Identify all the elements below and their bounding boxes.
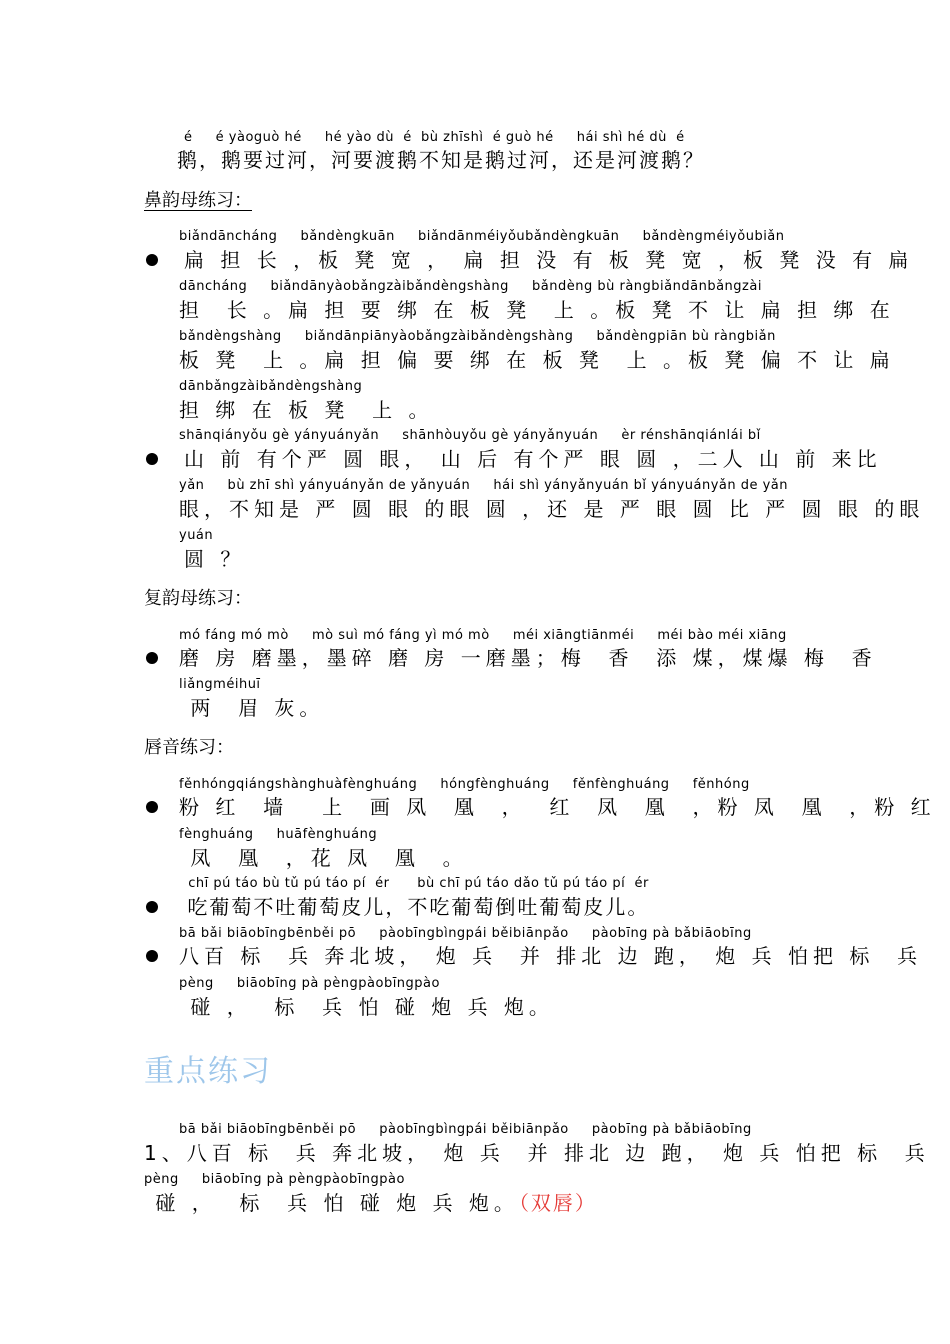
pinyin-line: biǎndāncháng bǎndèngkuān biǎndānméiyǒubǎndèngkuān bǎndèngméiyǒubiǎn xyxy=(179,229,785,244)
hanzi-line: 山 前 有个严 圆 眼， 山 后 有个严 眼 圆 ，二人 山 前 来比 xyxy=(184,447,882,471)
pinyin-line: yuán xyxy=(179,528,214,543)
hanzi-line: 粉 红 墙 上 画 凤 凰 ， 红 凤 凰 ，粉 凤 凰 ，粉 红 xyxy=(179,795,936,819)
pinyin-line: liǎngméihuī xyxy=(179,677,261,692)
hanzi-text: 碰 ， 标 兵 怕 碰 炮 兵 炮。 xyxy=(144,1191,519,1215)
pinyin-line: bǎndèngshàng biǎndānpiānyàobǎngzàibǎndèngshàng bǎndèngpiān bù ràngbiǎn xyxy=(179,329,776,344)
bullet-icon xyxy=(146,950,158,962)
hanzi-line: 吃葡萄不吐葡萄皮儿，不吃葡萄倒吐葡萄皮儿。 xyxy=(179,895,650,919)
pinyin-line: pèng biāobīng pà pèngpàobīngpào xyxy=(144,1172,405,1187)
bullet-icon xyxy=(146,801,158,813)
intro-text: 鹅，鹅要过河，河要渡鹅不知是鹅过河，还是河渡鹅？ xyxy=(177,148,705,172)
hanzi-line: 碰 ， 标 兵 怕 碰 炮 兵 炮。 xyxy=(179,995,554,1019)
pinyin-line: fěnhóngqiángshànghuàfènghuáng hóngfènghuáng fěnfènghuáng fěnhóng xyxy=(179,777,750,792)
hanzi-line: 担 长 。扁 担 要 绑 在 板 凳 上 。板 凳 不 让 扁 担 绑 在 xyxy=(179,298,895,322)
hanzi-line: 眼，不知是 严 圆 眼 的眼 圆 ，还 是 严 眼 圆 比 严 圆 眼 的眼 xyxy=(179,497,925,521)
hanzi-line: 八百 标 兵 奔北坡， 炮 兵 并 排北 边 跑， 炮 兵 怕把 标 兵 xyxy=(179,944,923,968)
hanzi-line: 凤 凰 ，花 凤 凰 。 xyxy=(179,846,468,870)
hanzi-line xyxy=(144,1190,597,1216)
pinyin-line: chī pú táo bù tǔ pú táo pí ér bù chī pú táo dǎo tǔ pú táo pí ér xyxy=(179,876,649,891)
hanzi-line: 担 绑 在 板 凳 上 。 xyxy=(179,398,434,422)
intro-pinyin: é é yàoguò hé hé yào dù é bù zhīshì é guò hé hái shì hé dù é xyxy=(184,130,685,145)
pinyin-line: fènghuáng huāfènghuáng xyxy=(179,827,378,842)
pinyin-line: bā bǎi biāobīngbēnběi pō pàobīngbìngpái běibiānpǎo pàobīng pà bǎbiāobīng xyxy=(179,926,752,941)
pinyin-line: shānqiányǒu gè yányuányǎn shānhòuyǒu gè yányǎnyuán èr rénshānqiánlái bǐ xyxy=(179,428,761,443)
key-practice-title: 重点练习 xyxy=(144,1054,272,1089)
hanzi-line: 板 凳 上 。扁 担 偏 要 绑 在 板 凳 上 。板 凳 偏 不 让 扁 xyxy=(179,348,895,372)
bullet-icon xyxy=(146,453,158,465)
note-label: （双唇） xyxy=(518,1191,597,1215)
hanzi-line: 圆 ？ xyxy=(184,547,246,571)
pinyin-line: dānbǎngzàibǎndèngshàng xyxy=(179,379,363,394)
section-heading-compound: 复韵母练习： xyxy=(144,588,252,609)
section-heading-labial: 唇音练习： xyxy=(144,737,234,758)
bullet-icon xyxy=(146,652,158,664)
pinyin-line: mó fáng mó mò mò suì mó fáng yì mó mò méi xiāngtiānméi méi bào méi xiāng xyxy=(179,628,787,643)
bullet-icon xyxy=(146,901,158,913)
pinyin-line: dāncháng biǎndānyàobǎngzàibǎndèngshàng bǎndèng bù ràngbiǎndānbǎngzài xyxy=(179,279,762,294)
hanzi-line: 两 眉 灰。 xyxy=(179,696,325,720)
pinyin-line: pèng biāobīng pà pèngpàobīngpào xyxy=(179,976,440,991)
bullet-icon xyxy=(146,254,158,266)
hanzi-line: 磨 房 磨墨，墨碎 磨 房 一磨墨；梅 香 添 煤，煤爆 梅 香 xyxy=(179,646,877,670)
section-heading-nasal: 鼻韵母练习： xyxy=(144,190,252,211)
pinyin-line: yǎn bù zhī shì yányuányǎn de yǎnyuán hái shì yányǎnyuán bǐ yányuányǎn de yǎn xyxy=(179,478,789,493)
hanzi-line: 扁 担 长 ，板 凳 宽 ， 扁 担 没 有 板 凳 宽 ，板 凳 没 有 扁 xyxy=(184,248,914,272)
hanzi-line: 1、八百 标 兵 奔北坡， 炮 兵 并 排北 边 跑， 炮 兵 怕把 标 兵 xyxy=(144,1141,930,1165)
pinyin-line: bā bǎi biāobīngbēnběi pō pàobīngbìngpái běibiānpǎo pàobīng pà bǎbiāobīng xyxy=(179,1122,752,1137)
